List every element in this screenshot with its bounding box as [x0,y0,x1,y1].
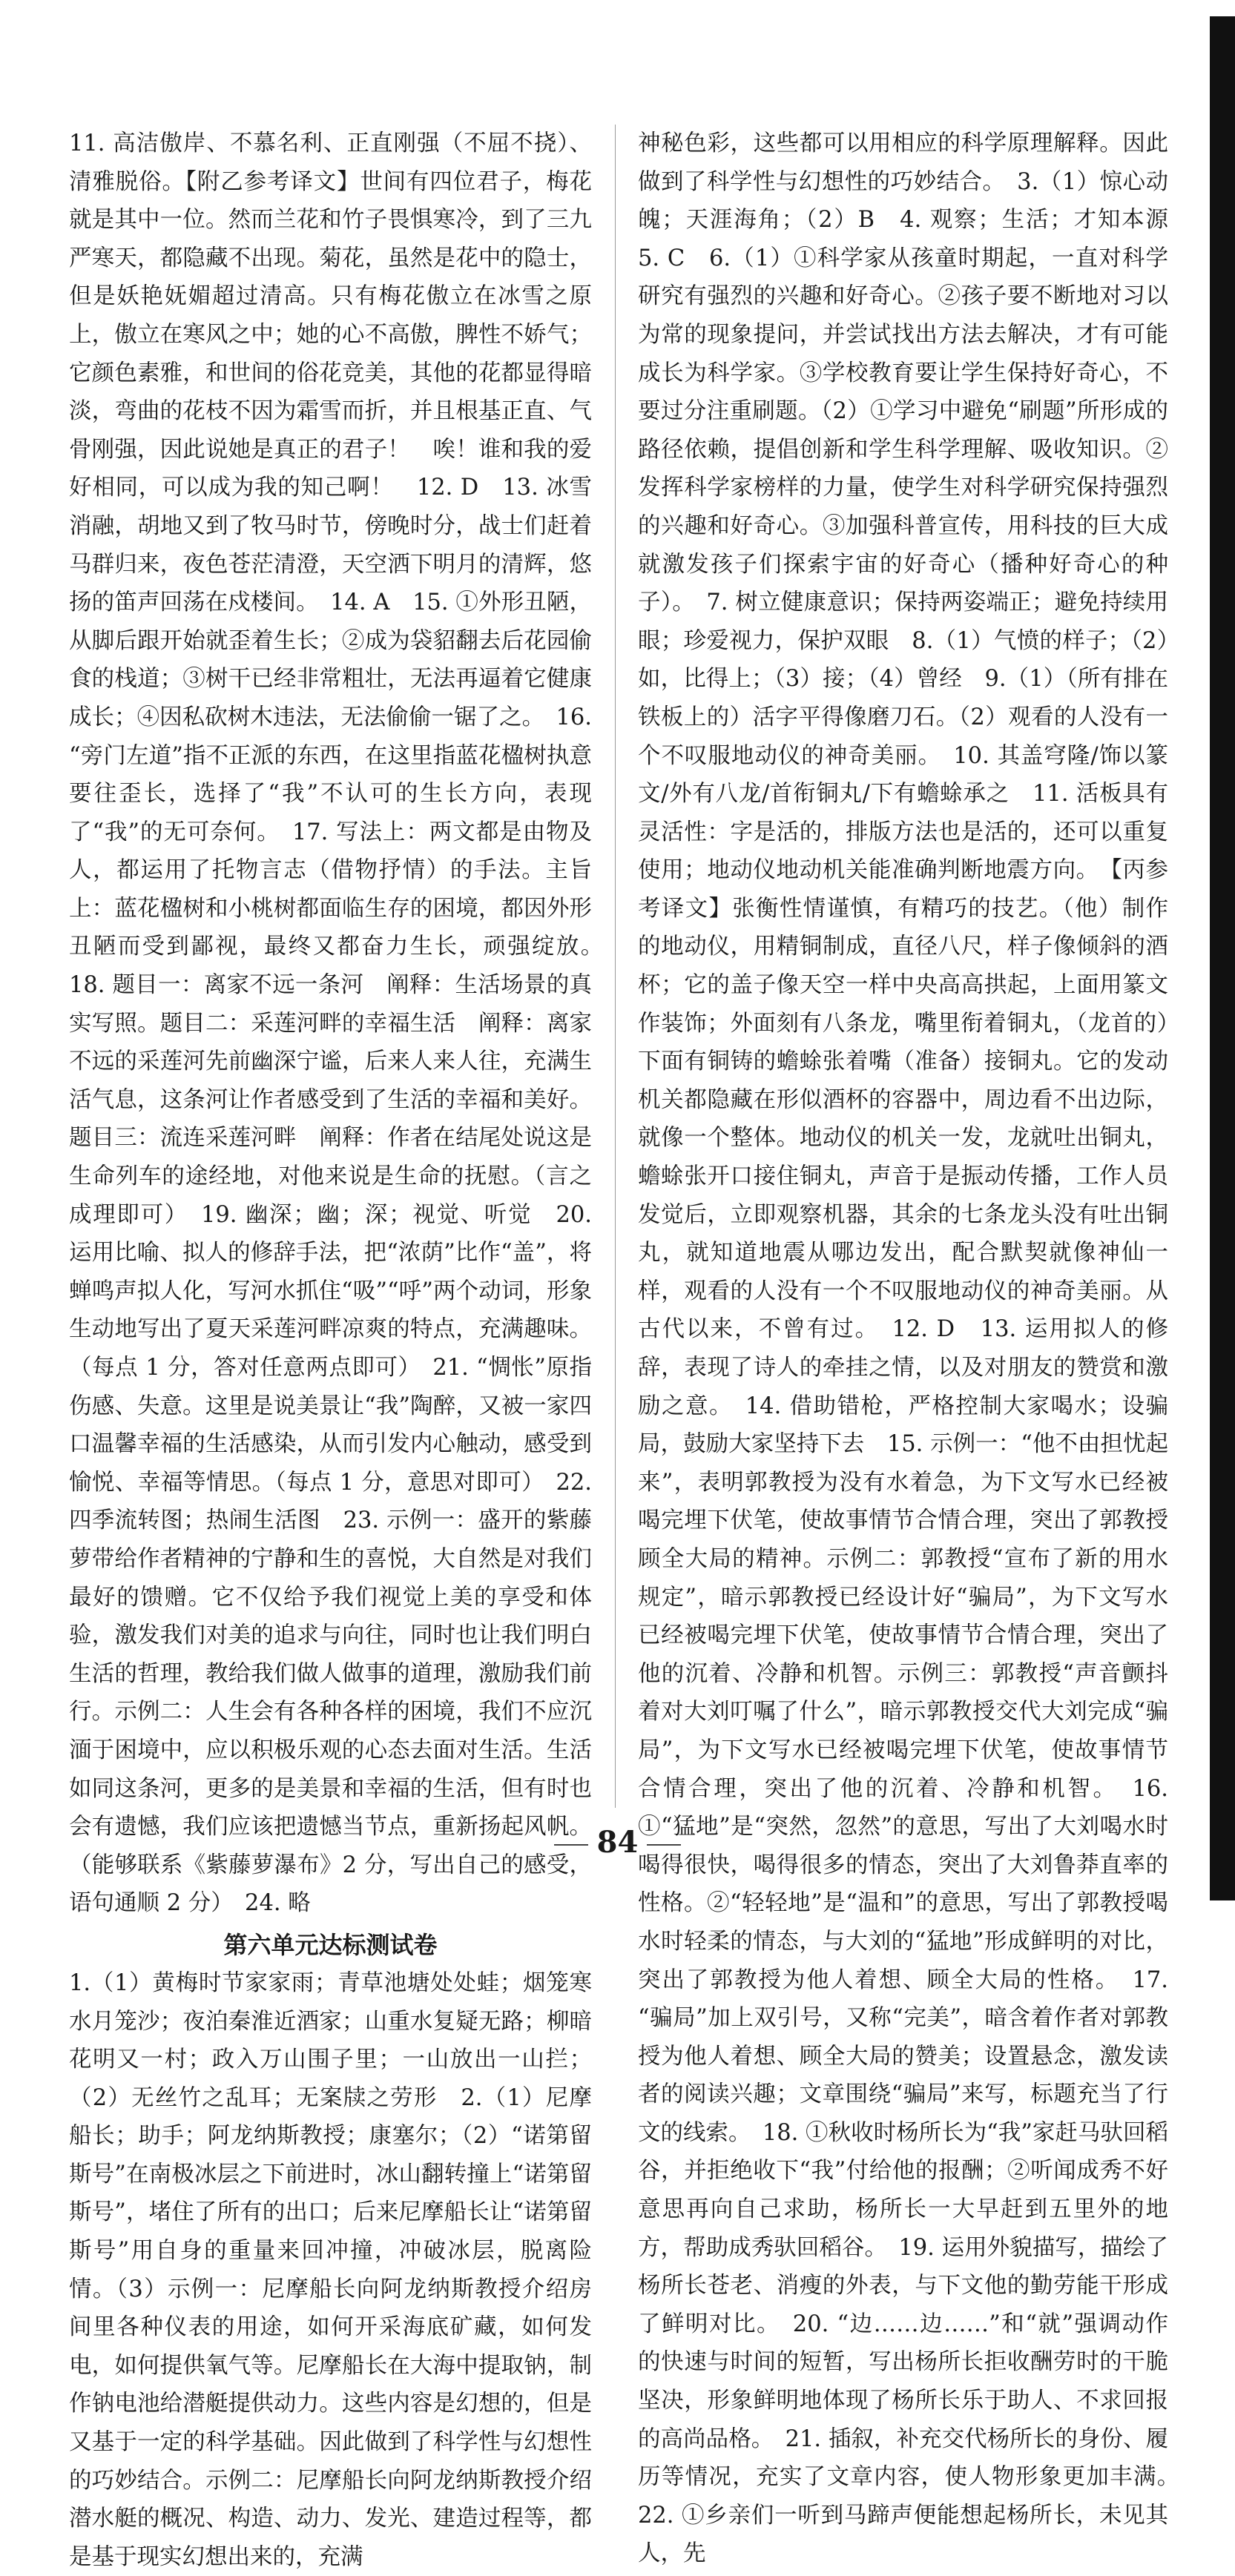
left-column [69,125,615,2570]
footer-dash-right [647,1844,681,1846]
right-column [638,125,1191,2567]
page-number: 84 [596,1825,639,1860]
section-title: 第六单元达标测试卷 [223,1930,438,1959]
footer-dash-left [554,1844,588,1846]
left-answers-part1: 11. 高洁傲岸、不慕名利、正直刚强（不屈不挠）、清雅脱俗。【附乙参考译文】世间有四位君子，梅花就是其中一位。然而兰花和竹子畏惧寒冷，到了三九严寒天，都隐藏不出现。菊花，虽然是花中的隐士，但是妖艳妩媚超过清高。只有梅花傲立在冰雪之原上，傲立在寒风之中；她的心不高傲，脾性不娇气；它颜色素雅，和世间的俗花竞美，其他的花都显得暗淡，弯曲的花枝不因为霜雪而折，并且根基正直、气骨刚强，因此说她是真正的君子！ 唉！谁和我的爱好相同，可以成为我的知己啊！ 12. D 13. 冰雪消融，胡地又到了牧马时节，傍晚时分，战士们赶着马群归来，夜色苍茫清澄，天空洒下明月的清辉，悠扬的笛声回荡在戍楼间。 14. A 15. ①外形丑陋，从脚后跟开始就歪着生长；②成为袋貂翻去后花园偷食的栈道；③树干已经非常粗壮，无法再逼着它健康成长；④因私砍树木违法，无法偷偷一锯了之。 16. “旁门左道”指不正派的东西，在这里指蓝花楹树执意要往歪长，选择了“我”不认可的生长方向，表现了“我”的无可奈何。 17. 写法上：两文都是由物及人，都运用了托物言志（借物抒情）的手法。主旨上：蓝花楹树和小桃树都面临生存的困境，都因外形丑陋而受到鄙视，最终又都奋力生长，顽强绽放。 18. 题目一：离家不远一条河 阐释：生活场景的真实写照。题目二：采莲河畔的幸福生活 阐释：离家不远的采莲河先前幽深宁谧，后来人来人往，充满生活气息，这条河让作者感受到了生活的幸福和美好。题目三：流连采莲河畔 阐释：作者在结尾处说这是生命列车的途经地，对他来说是生命的抚慰。（言之成理即可） 19. 幽深；幽；深；视觉、听觉 20. 运用比喻、拟人的修辞手法，把“浓荫”比作“盖”，将蝉鸣声拟人化，写河水抓住“吸”“呼”两个动词，形象生动地写出了夏天采莲河畔凉爽的特点，充满趣味。（每点 1 分，答对任意两点即可） 21. “惆怅”原指伤感、失意。这里是说美景让“我”陶醉，又被一家四口温馨幸福的生活感染，从而引发内心触动，感受到愉悦、幸福等情思。（每点 1 分，意思对即可） 22. 四季流转图；热闹生活图 23. 示例一：盛开的紫藤萝带给作者精神的宁静和生的喜悦，大自然是对我们最好的馈赠。它不仅给予我们视觉上美的享受和体验，激发我们对美的追求与向往，同时也让我们明白生活的哲理，教给我们做人做事的道理，激励我们前行。示例二：人生会有各种各样的困境，我们不应沉湎于困境中，应以积极乐观的心态去面对生活。生活如同这条河，更多的是美景和幸福的生活，但有时也会有遗憾，我们应该把遗憾当节点，重新扬起风帆。（能够联系《紫藤萝瀑布》2 分，写出自己的感受，语句通顺 2 分） 24. 略 [69,131,615,1917]
page-footer [0,1824,1235,1861]
right-answers: 神秘色彩，这些都可以用相应的科学原理解释。因此做到了科学性与幻想性的巧妙结合。 3.（1）惊心动魄；天涯海角；（2）B 4. 观察；生活；才知本源 5. C 6.（1）①科学家从孩童时期起，一直对科学研究有强烈的兴趣和好奇心。②孩子要不断地对习以为常的现象提问，并尝试找出方法去解决，才有可能成长为科学家。③学校教育要让学生保持好奇心，不要过分注重刷题。（2）①学习中避免“刷题”所形成的路径依赖，提倡创新和学生科学理解、吸收知识。②发挥科学家榜样的力量，使学生对科学研究保持强烈的兴趣和好奇心。③加强科普宣传，用科技的巨大成就激发孩子们探索宇宙的好奇心（播种好奇心的种子）。 7. 树立健康意识；保持两姿端正；避免持续用眼；珍爱视力，保护双眼 8.（1）气愤的样子；（2）如，比得上；（3）接；（4）曾经 9.（1）（所有排在铁板上的）活字平得像磨刀石。（2）观看的人没有一个不叹服地动仪的神奇美丽。 10. 其盖穹隆/饰以篆文/外有八龙/首衔铜丸/下有蟾蜍承之 11. 活板具有灵活性：字是活的，排版方法也是活的，还可以重复使用；地动仪地动机关能准确判断地震方向。 【丙参考译文】张衡性情谨慎，有精巧的技艺。（他）制作的地动仪，用精铜制成，直径八尺，样子像倾斜的酒杯；它的盖子像天空一样中央高高拱起，上面用篆文作装饰；外面刻有八条龙，嘴里衔着铜丸，（龙首的）下面有铜铸的蟾蜍张着嘴（准备）接铜丸。它的发动机关都隐藏在形似酒杯的容器中，周边看不出边际，就像一个整体。地动仪的机关一发，龙就吐出铜丸，蟾蜍张开口接住铜丸，声音于是振动传播，工作人员发觉后，立即观察机器，其余的七条龙头没有吐出铜丸，就知道地震从哪边发出，配合默契就像神仙一样，观看的人没有一个不叹服地动仪的神奇美丽。从古代以来，不曾有过。 12. D 13. 运用拟人的修辞，表现了诗人的牵挂之情，以及对朋友的赞赏和激励之意。 14. 借助错枪，严格控制大家喝水；设骗局，鼓励大家坚持下去 15. 示例一：“他不由担忧起来”，表明郭教授为没有水着急，为下文写水已经被喝完埋下伏笔，使故事情节合情合理，突出了郭教授顾全大局的精神。示例二：郭教授“宣布了新的用水规定”，暗示郭教授已经设计好“骗局”，为下文写水已经被喝完埋下伏笔，使故事情节合情合理，突出了他的沉着、冷静和机智。示例三：郭教授“声音颤抖着对大刘叮嘱了什么”，暗示郭教授交代大刘完成“骗局”，为下文写水已经被喝完埋下伏笔，使故事情节合情合理，突出了他的沉着、冷静和机智。 16. ①“猛地”是“突然，忽然”的意思，写出了大刘喝水时喝得很快，喝得很多的情态，突出了大刘鲁莽直率的性格。②“轻轻地”是“温和”的意思，写出了郭教授喝水时轻柔的情态，与大刘的“猛地”形成鲜明的对比，突出了郭教授为他人着想、顾全大局的性格。 17. “骗局”加上双引号，又称“完美”，暗含着作者对郭教授为他人着想、顾全大局的赞美；设置悬念，激发读者的阅读兴趣；文章围绕“骗局”来写，标题充当了行文的线索。 18. ①秋收时杨所长为“我”家赶马驮回稻谷，并拒绝收下“我”付给他的报酬；②听闻成秀不好意思再向自己求助，杨所长一大早赶到五里外的地方，帮助成秀驮回稻谷。 19. 运用外貌描写，描绘了杨所长苍老、消瘦的外表，与下文他的勤劳能干形成了鲜明对比。 20. “边……边……”和“就”强调动作的快速与时间的短暂，写出杨所长拒收酬劳时的干脆坚决，形象鲜明地体现了杨所长乐于助人、不求回报的高尚品格。 21. 插叙，补充交代杨所长的身份、履历等情况，充实了文章内容，使人物形象更加丰满。 22. ①乡亲们一听到马蹄声便能想起杨所长，未见其人，先 [638,131,1191,2567]
column-divider [615,125,616,1808]
left-answers-part2: 1.（1）黄梅时节家家雨；青草池塘处处蛙；烟笼寒水月笼沙；夜泊秦淮近酒家；山重水复疑无路；柳暗花明又一村；政入万山围子里；一山放出一山拦；（2）无丝竹之乱耳；无案牍之劳形 2.（1）尼摩船长；助手；阿龙纳斯教授；康塞尔；（2）“诺第留斯号”在南极冰层之下前进时，冰山翻转撞上“诺第留斯号”，堵住了所有的出口；后来尼摩船长让“诺第留斯号”用自身的重量来回冲撞，冲破冰层，脱离险情。（3）示例一：尼摩船长向阿龙纳斯教授介绍房间里各种仪表的用途，如何开采海底矿藏，如何发电，如何提供氧气等。尼摩船长在大海中提取钠，制作钠电池给潜艇提供动力。这些内容是幻想的，但是又基于一定的科学基础。因此做到了科学性与幻想性的巧妙结合。示例二：尼摩船长向阿龙纳斯教授介绍潜水艇的概况、构造、动力、发光、建造过程等，都是基于现实幻想出来的，充满 [69,1969,592,2570]
page-edge-bar [1210,16,1235,1900]
